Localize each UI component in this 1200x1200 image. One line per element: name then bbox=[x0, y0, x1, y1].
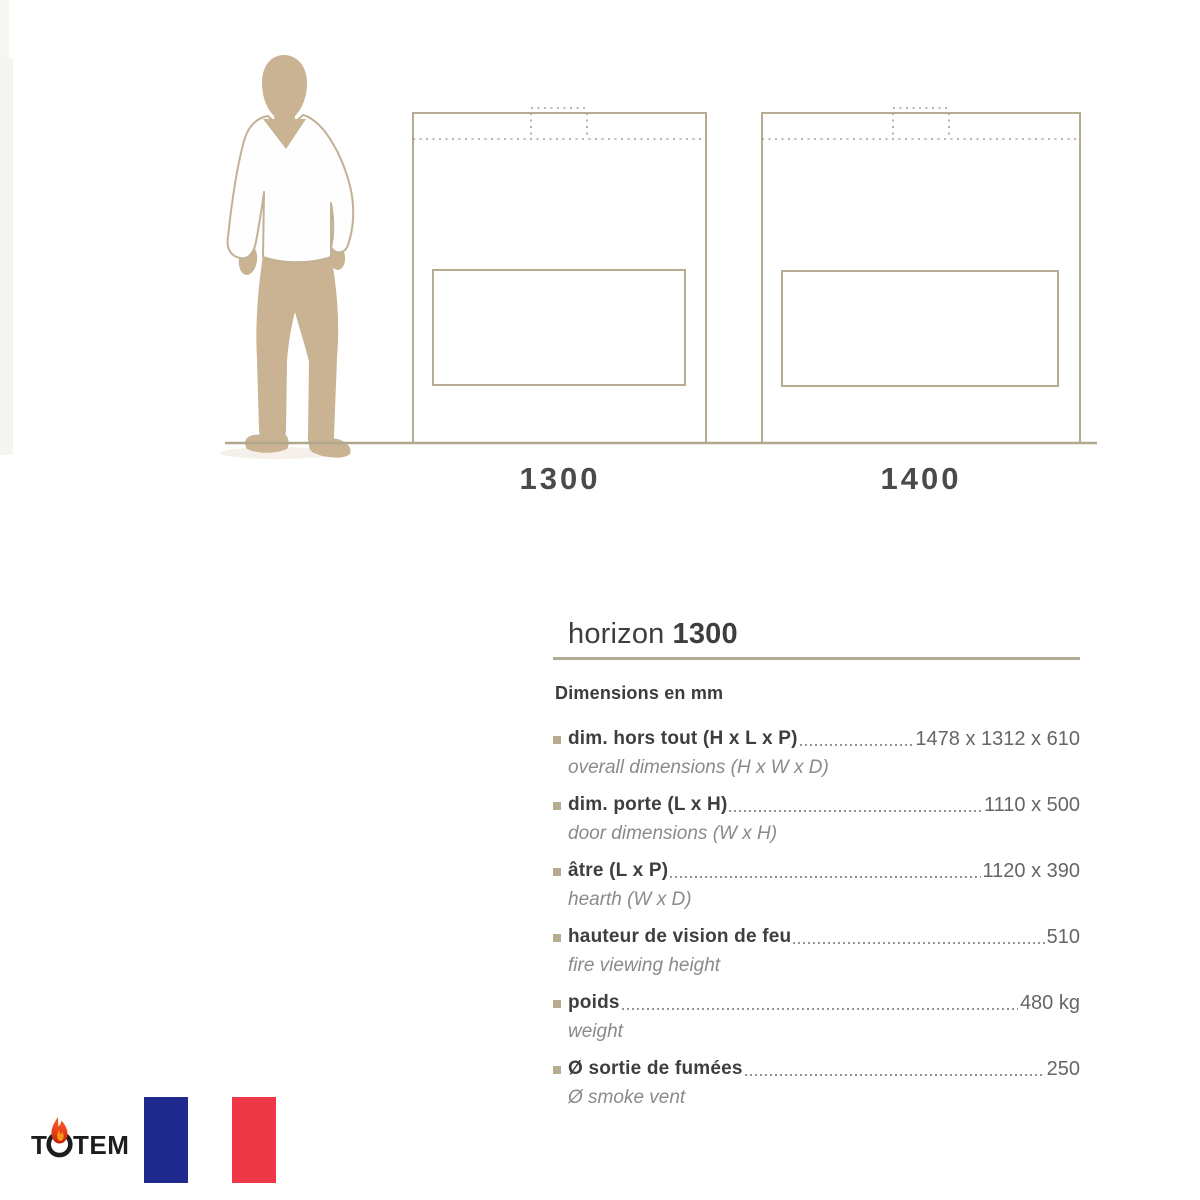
spec-row-overall-dimensions bbox=[553, 728, 1080, 779]
fireplace-1300-size-label: 1300 bbox=[519, 461, 601, 496]
spec-row-hearth bbox=[553, 860, 1080, 911]
spec-label-en: weight bbox=[568, 1021, 623, 1042]
square-bullet-icon bbox=[553, 802, 561, 810]
spec-label-en: overall dimensions (H x W x D) bbox=[568, 757, 829, 778]
spec-value: 510 bbox=[1046, 926, 1080, 948]
spec-label-fr: dim. porte (L x H) bbox=[568, 794, 728, 815]
product-title-name: horizon bbox=[568, 618, 665, 650]
spec-label-fr: hauteur de vision de feu bbox=[568, 926, 792, 947]
dotted-leader bbox=[745, 1074, 1045, 1076]
dotted-leader bbox=[800, 744, 914, 746]
spec-label-en: fire viewing height bbox=[568, 955, 721, 976]
spec-value: 1478 x 1312 x 610 bbox=[915, 728, 1080, 750]
flag-white-stripe bbox=[188, 1097, 232, 1183]
spec-label-en: Ø smoke vent bbox=[568, 1087, 686, 1108]
fireplace-1300-door bbox=[433, 270, 685, 385]
totem-logo bbox=[28, 1110, 136, 1166]
fireplace-1400-body bbox=[762, 113, 1080, 443]
flag-blue-stripe bbox=[144, 1097, 188, 1183]
square-bullet-icon bbox=[553, 868, 561, 876]
square-bullet-icon bbox=[553, 1000, 561, 1008]
fireplace-1400-size-label: 1400 bbox=[880, 461, 962, 496]
spec-row-weight bbox=[553, 992, 1080, 1043]
person-silhouette bbox=[220, 55, 353, 459]
dotted-leader bbox=[793, 942, 1044, 944]
product-title bbox=[553, 617, 1080, 652]
title-underline bbox=[553, 657, 1080, 660]
fireplace-1400-door bbox=[782, 271, 1058, 386]
dotted-leader bbox=[622, 1008, 1018, 1010]
totem-logo-letter-t: T bbox=[31, 1130, 47, 1160]
fireplace-1300-body bbox=[413, 113, 706, 443]
spec-row-smoke-vent bbox=[553, 1058, 1080, 1109]
spec-value: 1110 x 500 bbox=[983, 794, 1080, 816]
spec-label-fr: Ø sortie de fumées bbox=[568, 1058, 743, 1079]
product-title-model: 1300 bbox=[672, 618, 738, 650]
fireplace-1400-drawing bbox=[762, 108, 1080, 443]
size-comparison-diagram bbox=[0, 0, 1200, 520]
fireplace-1300-drawing bbox=[413, 108, 706, 443]
spec-label-en: hearth (W x D) bbox=[568, 889, 692, 910]
spec-label-fr: âtre (L x P) bbox=[568, 860, 669, 881]
dotted-leader bbox=[729, 810, 982, 812]
spec-panel bbox=[553, 617, 1080, 1124]
spec-value: 1120 x 390 bbox=[982, 860, 1080, 882]
square-bullet-icon bbox=[553, 736, 561, 744]
spec-value: 250 bbox=[1046, 1058, 1080, 1080]
dimensions-header: Dimensions en mm bbox=[555, 683, 724, 703]
square-bullet-icon bbox=[553, 934, 561, 942]
spec-rows bbox=[553, 728, 1080, 1109]
spec-row-door-dimensions bbox=[553, 794, 1080, 845]
spec-value: 480 kg bbox=[1019, 992, 1080, 1014]
spec-row-fire-viewing-height bbox=[553, 926, 1080, 977]
france-flag bbox=[144, 1097, 276, 1183]
square-bullet-icon bbox=[553, 1066, 561, 1074]
spec-label-en: door dimensions (W x H) bbox=[568, 823, 778, 844]
dotted-leader bbox=[670, 876, 980, 878]
flag-red-stripe bbox=[232, 1097, 276, 1183]
totem-logo-letters-tem: TEM bbox=[73, 1130, 130, 1160]
spec-label-fr: dim. hors tout (H x L x P) bbox=[568, 728, 798, 749]
spec-label-fr: poids bbox=[568, 992, 620, 1013]
